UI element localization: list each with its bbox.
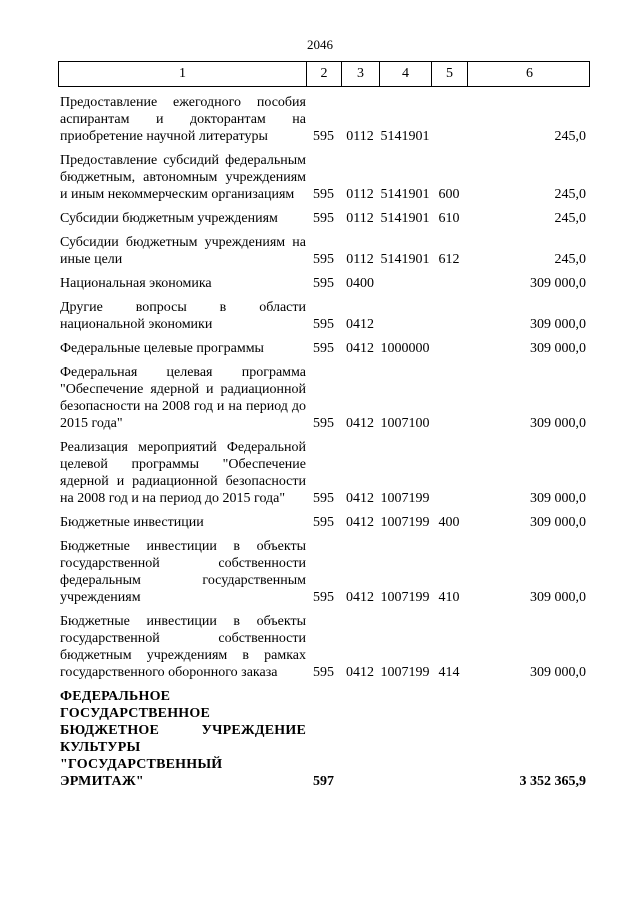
row-c6-cell: 309 000,0 <box>530 276 586 291</box>
row-c6-cell: 309 000,0 <box>530 416 586 431</box>
row-c3-cell: 0412 <box>346 590 374 605</box>
row-c3-cell: 0412 <box>346 416 374 431</box>
row-c2-cell: 595 <box>313 252 334 267</box>
page-number: 2046 <box>307 37 333 52</box>
row-c5-cell: 410 <box>438 590 460 605</box>
row-c3-cell: 0112 <box>346 211 374 226</box>
row-c6-cell: 309 000,0 <box>530 341 586 356</box>
row-name-cell: Субсидии бюджетным учреждениям <box>60 211 278 226</box>
table-row <box>60 234 590 268</box>
row-c6-cell: 3 352 365,9 <box>519 774 586 789</box>
row-c2-cell: 595 <box>313 491 334 506</box>
row-c3-cell: 0412 <box>346 665 374 680</box>
row-c2-cell: 595 <box>313 211 334 226</box>
row-c4-cell: 1007100 <box>380 416 430 431</box>
row-name-cell: Национальная экономика <box>60 276 212 291</box>
row-c2-cell: 595 <box>313 665 334 680</box>
table-row <box>60 94 590 145</box>
row-c5-cell: 600 <box>438 187 460 202</box>
table-header <box>58 61 590 87</box>
row-name-cell: ФЕДЕРАЛЬНОЕ ГОСУДАРСТВЕННОЕ БЮДЖЕТНОЕ УЧРЕЖДЕНИЕ КУЛЬТУРЫ "ГОСУДАРСТВЕННЫЙ ЭРМИТАЖ" <box>60 689 306 789</box>
row-c4-cell: 1007199 <box>380 590 430 605</box>
table-row <box>60 340 590 357</box>
row-c3-cell: 0112 <box>346 252 374 267</box>
row-c4-cell: 1007199 <box>380 491 430 506</box>
row-c3-cell: 0412 <box>346 317 374 332</box>
row-name-cell: Субсидии бюджетным учреждениям на иные цели <box>60 235 306 267</box>
row-c2-cell: 595 <box>313 590 334 605</box>
row-c6-cell: 309 000,0 <box>530 590 586 605</box>
table-row <box>60 152 590 203</box>
row-name-cell: Федеральные целевые программы <box>60 341 264 356</box>
row-c3-cell: 0112 <box>346 187 374 202</box>
row-c6-cell: 309 000,0 <box>530 515 586 530</box>
header-col-2: 2 <box>307 62 342 86</box>
row-c6-cell: 309 000,0 <box>530 491 586 506</box>
table-row <box>60 514 590 531</box>
row-c6-cell: 245,0 <box>554 187 586 202</box>
row-name-cell: Федеральная целевая программа "Обеспечение ядерной и радиационной безопасности на 2008 год и на период до 2015 года" <box>60 365 306 431</box>
row-c2-cell: 595 <box>313 515 334 530</box>
row-name-cell: Бюджетные инвестиции <box>60 515 204 530</box>
row-c2-cell: 595 <box>313 276 334 291</box>
table-row <box>60 613 590 681</box>
table-row <box>60 210 590 227</box>
row-c4-cell: 5141901 <box>380 211 430 226</box>
table-row <box>60 538 590 606</box>
header-col-1: 1 <box>59 62 307 86</box>
row-name-cell: Предоставление субсидий федеральным бюджетным, автономным учреждениям и иным некоммерческим организациям <box>60 153 306 202</box>
row-c2-cell: 595 <box>313 416 334 431</box>
header-col-6: 6 <box>526 66 533 81</box>
row-c6-cell: 309 000,0 <box>530 317 586 332</box>
row-c4-cell: 5141901 <box>380 252 430 267</box>
row-c4-cell: 5141901 <box>380 187 430 202</box>
row-c4-cell: 5141901 <box>380 129 430 144</box>
table-row <box>60 688 590 790</box>
row-c3-cell: 0412 <box>346 515 374 530</box>
row-c4-cell: 1007199 <box>380 515 430 530</box>
row-c2-cell: 595 <box>313 341 334 356</box>
row-c3-cell: 0112 <box>346 129 374 144</box>
row-name-cell: Бюджетные инвестиции в объекты государственной собственности бюджетным учреждениям в рамках государственного оборонного заказа <box>60 614 306 680</box>
row-c5-cell: 610 <box>438 211 460 226</box>
row-name-cell: Предоставление ежегодного пособия аспирантам и докторантам на приобретение научной литературы <box>60 95 306 144</box>
row-c5-cell: 400 <box>438 515 460 530</box>
row-c6-cell: 245,0 <box>554 252 586 267</box>
row-name-cell: Реализация мероприятий Федеральной целевой программы "Обеспечение ядерной и радиационной безопасности на 2008 год и на период до 2015 года" <box>60 440 306 506</box>
row-c4-cell: 1007199 <box>380 665 430 680</box>
row-c5-cell: 612 <box>438 252 460 267</box>
row-c6-cell: 245,0 <box>554 211 586 226</box>
row-c2-cell: 595 <box>313 317 334 332</box>
row-c6-cell: 309 000,0 <box>530 665 586 680</box>
header-col-3: 3 <box>342 62 380 86</box>
table-row <box>60 299 590 333</box>
row-name-cell: Другие вопросы в области национальной экономики <box>60 300 306 332</box>
row-c4-cell: 1000000 <box>380 341 430 356</box>
row-c6-cell: 245,0 <box>554 129 586 144</box>
row-name-cell: Бюджетные инвестиции в объекты государственной собственности федеральным государственным учреждениям <box>60 539 306 605</box>
row-c3-cell: 0412 <box>346 491 374 506</box>
table-row <box>60 364 590 432</box>
row-c3-cell: 0400 <box>346 276 374 291</box>
row-c3-cell: 0412 <box>346 341 374 356</box>
table-row <box>60 439 590 507</box>
table-row <box>60 275 590 292</box>
row-c2-cell: 595 <box>313 187 334 202</box>
header-col-4: 4 <box>380 62 432 86</box>
table-body <box>60 94 590 797</box>
row-c2-cell: 595 <box>313 129 334 144</box>
row-c5-cell: 414 <box>438 665 460 680</box>
row-c2-cell: 597 <box>313 774 334 789</box>
header-col-5: 5 <box>432 62 468 86</box>
